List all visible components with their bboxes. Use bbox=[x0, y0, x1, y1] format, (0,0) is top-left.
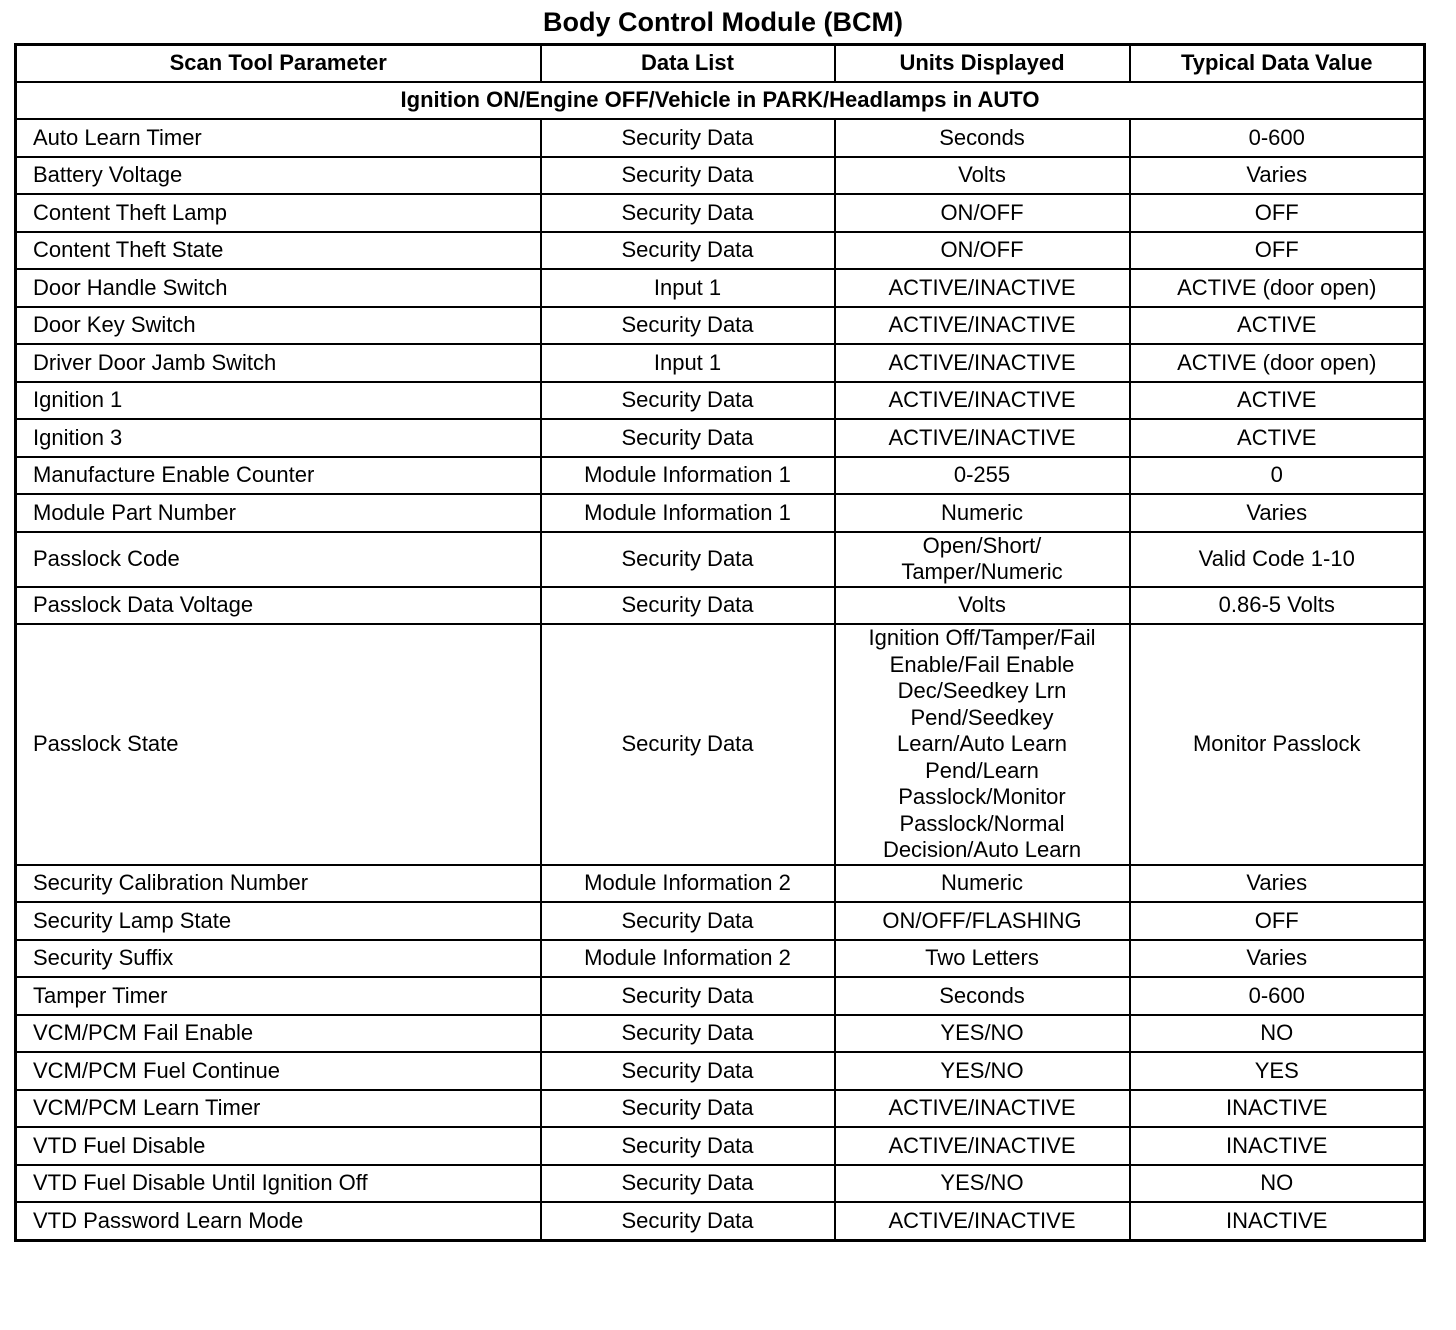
typical-value-cell: Varies bbox=[1130, 940, 1425, 978]
units-cell: ACTIVE/INACTIVE bbox=[835, 307, 1130, 345]
typical-value-cell: Varies bbox=[1130, 865, 1425, 903]
data-list-cell: Security Data bbox=[541, 902, 835, 940]
typical-value-cell: OFF bbox=[1130, 232, 1425, 270]
data-list-cell: Security Data bbox=[541, 157, 835, 195]
data-list-cell: Security Data bbox=[541, 624, 835, 865]
typical-value-cell: Monitor Passlock bbox=[1130, 624, 1425, 865]
table-row bbox=[16, 1165, 1425, 1203]
data-list-cell: Security Data bbox=[541, 1015, 835, 1053]
typical-value-cell: Varies bbox=[1130, 494, 1425, 532]
typical-value-cell: ACTIVE bbox=[1130, 307, 1425, 345]
table-row bbox=[16, 940, 1425, 978]
data-list-cell: Security Data bbox=[541, 532, 835, 587]
typical-value-cell: 0.86-5 Volts bbox=[1130, 587, 1425, 625]
typical-value-cell: 0-600 bbox=[1130, 977, 1425, 1015]
units-cell: ACTIVE/INACTIVE bbox=[835, 344, 1130, 382]
parameter-cell: Content Theft State bbox=[16, 232, 541, 270]
units-cell: ACTIVE/INACTIVE bbox=[835, 1202, 1130, 1240]
parameter-cell: Tamper Timer bbox=[16, 977, 541, 1015]
table-row bbox=[16, 269, 1425, 307]
table-row bbox=[16, 1052, 1425, 1090]
table-row bbox=[16, 1090, 1425, 1128]
parameter-cell: VTD Password Learn Mode bbox=[16, 1202, 541, 1240]
typical-value-cell: 0 bbox=[1130, 457, 1425, 495]
table-row bbox=[16, 194, 1425, 232]
typical-value-cell: Varies bbox=[1130, 157, 1425, 195]
typical-value-cell: ACTIVE (door open) bbox=[1130, 269, 1425, 307]
table-row bbox=[16, 977, 1425, 1015]
table-row bbox=[16, 419, 1425, 457]
parameter-cell: Passlock State bbox=[16, 624, 541, 865]
table-row bbox=[16, 587, 1425, 625]
parameter-cell: Ignition 1 bbox=[16, 382, 541, 420]
data-list-cell: Module Information 2 bbox=[541, 865, 835, 903]
data-list-cell: Security Data bbox=[541, 1127, 835, 1165]
units-cell: ACTIVE/INACTIVE bbox=[835, 1090, 1130, 1128]
typical-value-cell: INACTIVE bbox=[1130, 1127, 1425, 1165]
page-title: Body Control Module (BCM) bbox=[543, 7, 903, 37]
units-cell-line: Passlock/Normal bbox=[899, 810, 1065, 836]
parameter-cell: Driver Door Jamb Switch bbox=[16, 344, 541, 382]
data-list-cell: Security Data bbox=[541, 1165, 835, 1203]
units-cell-line: Learn/Auto Learn bbox=[896, 731, 1068, 756]
typical-value-cell: NO bbox=[1130, 1015, 1425, 1053]
typical-value-cell: ACTIVE (door open) bbox=[1130, 344, 1425, 382]
parameter-cell: Security Lamp State bbox=[16, 902, 541, 940]
table-row bbox=[16, 157, 1425, 195]
parameter-cell: Auto Learn Timer bbox=[16, 119, 541, 157]
data-list-cell: Security Data bbox=[541, 1052, 835, 1090]
parameter-cell: VTD Fuel Disable Until Ignition Off bbox=[16, 1165, 541, 1203]
header-row bbox=[16, 45, 1425, 83]
units-cell: Numeric bbox=[835, 865, 1130, 903]
units-cell: Seconds bbox=[835, 119, 1130, 157]
units-cell: YES/NO bbox=[835, 1015, 1130, 1053]
parameter-cell: Passlock Code bbox=[16, 532, 541, 587]
units-cell: Volts bbox=[835, 587, 1130, 625]
data-list-cell: Security Data bbox=[541, 1090, 835, 1128]
table-row bbox=[16, 1127, 1425, 1165]
parameter-cell: VCM/PCM Fuel Continue bbox=[16, 1052, 541, 1090]
data-list-cell: Module Information 1 bbox=[541, 494, 835, 532]
table-row bbox=[16, 457, 1425, 495]
data-list-cell: Security Data bbox=[541, 977, 835, 1015]
units-cell: ACTIVE/INACTIVE bbox=[835, 269, 1130, 307]
units-cell: Numeric bbox=[835, 494, 1130, 532]
data-list-cell: Module Information 1 bbox=[541, 457, 835, 495]
parameter-cell: Door Key Switch bbox=[16, 307, 541, 345]
table-row bbox=[16, 624, 1425, 865]
table-row bbox=[16, 865, 1425, 903]
parameter-cell: Passlock Data Voltage bbox=[16, 587, 541, 625]
bcm-data-table bbox=[14, 43, 1426, 1242]
units-cell: ACTIVE/INACTIVE bbox=[835, 419, 1130, 457]
units-cell-line: Open/Short/ bbox=[922, 532, 1042, 558]
units-cell-line: Enable/Fail Enable bbox=[889, 651, 1075, 677]
typical-value-cell: ACTIVE bbox=[1130, 382, 1425, 420]
typical-value-cell: OFF bbox=[1130, 194, 1425, 232]
table-row bbox=[16, 382, 1425, 420]
table-row bbox=[16, 494, 1425, 532]
table-row bbox=[16, 307, 1425, 345]
data-list-cell: Security Data bbox=[541, 587, 835, 625]
data-list-cell: Security Data bbox=[541, 1202, 835, 1240]
data-list-cell: Input 1 bbox=[541, 344, 835, 382]
column-header-typical-data-value: Typical Data Value bbox=[1130, 45, 1425, 83]
units-cell-line: Decision/Auto Learn bbox=[882, 837, 1082, 862]
units-cell-line: Ignition Off/Tamper/Fail bbox=[868, 625, 1096, 650]
parameter-cell: Battery Voltage bbox=[16, 157, 541, 195]
units-cell: Two Letters bbox=[835, 940, 1130, 978]
typical-value-cell: NO bbox=[1130, 1165, 1425, 1203]
typical-value-cell: ACTIVE bbox=[1130, 419, 1425, 457]
parameter-cell: Security Calibration Number bbox=[16, 865, 541, 903]
units-cell: ON/OFF/FLASHING bbox=[835, 902, 1130, 940]
parameter-cell: Manufacture Enable Counter bbox=[16, 457, 541, 495]
table-row bbox=[16, 344, 1425, 382]
units-cell: Volts bbox=[835, 157, 1130, 195]
parameter-cell: Door Handle Switch bbox=[16, 269, 541, 307]
table-row bbox=[16, 532, 1425, 587]
data-list-cell: Security Data bbox=[541, 232, 835, 270]
column-header-data-list: Data List bbox=[541, 45, 835, 83]
units-cell: ON/OFF bbox=[835, 194, 1130, 232]
units-cell: ON/OFF bbox=[835, 232, 1130, 270]
parameter-cell: VTD Fuel Disable bbox=[16, 1127, 541, 1165]
units-cell bbox=[835, 624, 1130, 865]
units-cell: 0-255 bbox=[835, 457, 1130, 495]
data-list-cell: Input 1 bbox=[541, 269, 835, 307]
table-row bbox=[16, 232, 1425, 270]
typical-value-cell: INACTIVE bbox=[1130, 1202, 1425, 1240]
section-label: Ignition ON/Engine OFF/Vehicle in PARK/Headlamps in AUTO bbox=[16, 82, 1425, 119]
data-list-cell: Security Data bbox=[541, 419, 835, 457]
data-list-cell: Security Data bbox=[541, 194, 835, 232]
data-list-cell: Security Data bbox=[541, 307, 835, 345]
table-row bbox=[16, 1015, 1425, 1053]
units-cell-line: Pend/Seedkey bbox=[910, 704, 1054, 730]
parameter-cell: Ignition 3 bbox=[16, 419, 541, 457]
units-cell: Seconds bbox=[835, 977, 1130, 1015]
data-list-cell: Security Data bbox=[541, 382, 835, 420]
units-cell-line: Pend/Learn bbox=[925, 757, 1039, 783]
units-cell bbox=[835, 532, 1130, 587]
units-cell: ACTIVE/INACTIVE bbox=[835, 1127, 1130, 1165]
parameter-cell: Content Theft Lamp bbox=[16, 194, 541, 232]
typical-value-cell: 0-600 bbox=[1130, 119, 1425, 157]
units-cell-line: Dec/Seedkey Lrn bbox=[897, 678, 1067, 703]
typical-value-cell: Valid Code 1-10 bbox=[1130, 532, 1425, 587]
units-cell: ACTIVE/INACTIVE bbox=[835, 382, 1130, 420]
data-list-cell: Module Information 2 bbox=[541, 940, 835, 978]
table-row bbox=[16, 1202, 1425, 1240]
typical-value-cell: YES bbox=[1130, 1052, 1425, 1090]
column-header-scan-tool-parameter: Scan Tool Parameter bbox=[16, 45, 541, 83]
parameter-cell: VCM/PCM Fail Enable bbox=[16, 1015, 541, 1053]
typical-value-cell: OFF bbox=[1130, 902, 1425, 940]
units-cell: YES/NO bbox=[835, 1165, 1130, 1203]
units-cell: YES/NO bbox=[835, 1052, 1130, 1090]
column-header-units-displayed: Units Displayed bbox=[835, 45, 1130, 83]
table-row bbox=[16, 119, 1425, 157]
parameter-cell: Security Suffix bbox=[16, 940, 541, 978]
section-row bbox=[16, 82, 1425, 119]
units-cell-line: Passlock/Monitor bbox=[898, 784, 1066, 809]
parameter-cell: Module Part Number bbox=[16, 494, 541, 532]
table-row bbox=[16, 902, 1425, 940]
typical-value-cell: INACTIVE bbox=[1130, 1090, 1425, 1128]
units-cell-line: Tamper/Numeric bbox=[901, 559, 1063, 584]
parameter-cell: VCM/PCM Learn Timer bbox=[16, 1090, 541, 1128]
data-list-cell: Security Data bbox=[541, 119, 835, 157]
